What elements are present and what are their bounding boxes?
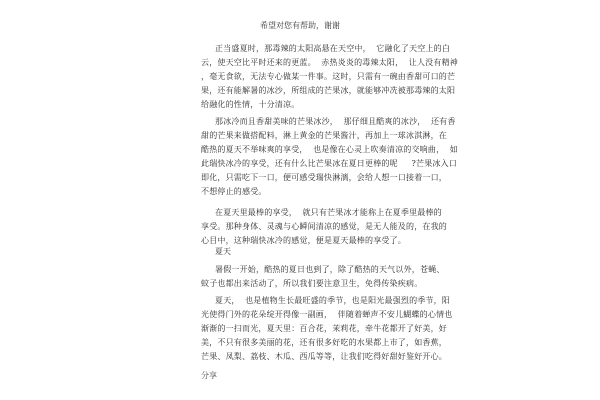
paragraph-line: 暑假一开始，酷热的夏日也到了，除了酷热的天气以外，苍蝇、 [215,265,445,274]
paragraph-line: 果，还有能解暑的冰沙，所组成的芒果冰，就能够冲冼被那毒辣的太阳 [201,86,456,95]
paragraph-line: 甜的芒果来做搭配料，淋上黄金的芒果酱汁，再加上一球冰淇淋，在 [201,131,447,140]
paragraph-line: 光使得门外的花朵绽开得像一副画， 伴随着蝉声不安儿蝴蝶的心情也 [201,310,453,319]
paragraph-line: 芒果、凤梨、荔枝、木瓜、西瓜等等，让我们吃得好甜好鉴好开心。 [201,352,447,361]
paragraph-line: ，毫无食欲，无法专心做某一件事。这时，只需有一碗由香甜可口的芒 [201,72,456,81]
paragraph-line: 那冰冷而且香甜美味的芒果冰沙， 那仔细且酷爽的冰沙， 还有香 [215,117,456,126]
paragraph-line: 不想停止的感受。 [201,187,267,196]
paragraph-line: 酷热的夏天不举味爽的享受， 也是像在心灵上吹奏清凉的交响曲， 如 [201,145,458,154]
paragraph-line: 渐渐的一扫而光，夏天里：百合花，茉莉花，牵牛花都开了好美，好 [201,324,447,333]
paragraph-line: 享受。那种身体、灵魂与心瞬间清凉的感觉，是无人能及的，在我的 [201,222,447,231]
paragraph-line: 美，不只有很多美丽的花，还有很多好吃的水果都上市了，如香蕉， [201,338,447,347]
paragraph-line: 云，使天空比平时还来的更蓝。 赤热炎炎的毒辣太阳， 让人没有精神 [201,58,458,67]
paragraph-line: 蚊子也都出来活动了，所以我们要注意卫生，免得传染疾病。 [201,279,423,288]
paragraph-line: 给融化的性情，十分清凉。 [201,100,300,109]
document-title: 希望对您有帮助，谢谢 [260,21,340,30]
share-link[interactable]: 分享 [201,371,217,380]
paragraph-line: 正当盛夏时，那毒辣的太阳高悬在天空中， 它融化了天空上的白 [215,44,451,53]
paragraph-line: 在夏天里最棒的享受， 就只有芒果冰才能称上在夏季里最棒的 [215,208,442,217]
paragraph-line: 即化，只需吃下一口，便可感受瑞快淋漓，会给人想一口接着一口， [201,173,447,182]
paragraph-line: 此瑞快冰冷的享受，还有什么比芒果冰在夏日更棒的呢 ?芒果冰入口 [201,159,458,168]
paragraph-line: 心目中，这种瑞快冰冷的感觉，便是夏天最棒的享受了。 [201,236,406,245]
section-heading: 夏天 [215,247,231,256]
paragraph-line: 夏天， 也是植物生长最旺盛的季节，也是阳光最强烈的季节，阳 [215,296,451,305]
